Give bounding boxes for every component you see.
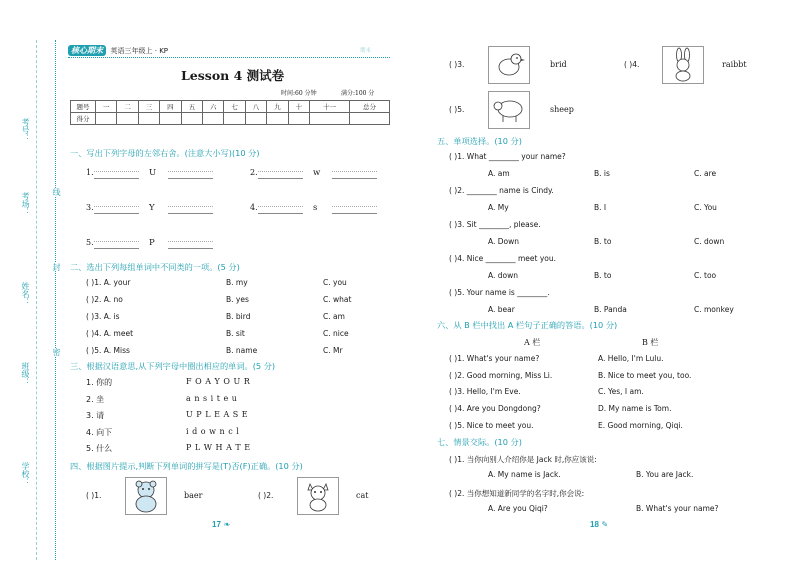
s5-option-a[interactable]: A. am [488,169,510,178]
score-cell[interactable] [117,113,138,125]
s3-chinese-word: 3. 请 [86,411,105,420]
bird-image [488,46,530,84]
logo-text: 核心期末 [68,45,106,56]
s6-column-b-item: B. Nice to meet you, too. [598,370,692,380]
guide-line [94,171,139,172]
score-cell[interactable] [288,113,309,125]
s5-option-a[interactable]: A. down [488,271,519,280]
leaf-icon: ❧ [223,520,231,529]
s5-option-b[interactable]: B. Panda [594,305,627,314]
header-rule [68,57,390,58]
guide-line [168,241,213,242]
score-col: 七 [224,101,245,113]
s2-option-b[interactable]: B. bird [226,312,251,321]
score-col: 总分 [350,101,390,113]
s5-option-c[interactable]: C. are [694,169,717,178]
s5-question[interactable]: ( )4. Nice ________ meet you. [449,254,556,263]
score-col: 六 [203,101,224,113]
s5-option-b[interactable]: B. is [594,169,610,178]
score-col: 四 [160,101,181,113]
s4-item-1-number[interactable]: ( )1. [86,491,102,500]
s1-given-letter: s [313,203,318,213]
s5-option-c[interactable]: C. monkey [694,305,734,314]
score-cell[interactable] [267,113,288,125]
s6-column-b-item: E. Good morning, Qiqi. [598,420,683,430]
guide-line [258,171,303,172]
page-number-right [590,520,608,529]
s3-chinese-word: 4. 向下 [86,427,113,437]
logo-subtitle: 英语三年级上 · KP [110,47,169,55]
s5-option-b[interactable]: B. to [594,271,612,280]
s1-given-letter: P [149,238,155,248]
sheep-icon [489,92,529,128]
section-2-title: 二、选出下列每组单词中不同类的一项。(5 分) [70,262,240,272]
score-cell[interactable] [96,113,117,125]
s6-column-b-item: C. Yes, I am. [598,387,644,397]
guide-line [168,206,213,207]
rabbit-image [662,46,704,84]
score-cell[interactable] [350,113,390,125]
score-col: 二 [117,101,138,113]
s4-item-5-number[interactable]: ( )5. [449,105,465,114]
score-col: 十 [288,101,309,113]
s2-option-b[interactable]: B. my [226,278,248,287]
page-number-17: 17 [212,520,221,529]
s2-option-b[interactable]: B. name [226,346,258,355]
header-badge: 期末 [360,48,372,54]
score-head-tihao: 题号 [71,101,96,113]
s5-option-c[interactable]: C. You [694,203,717,212]
score-col: 十一 [310,101,350,113]
sidebar-kaohao: 考号： [21,118,30,142]
sidebar-xingming: 姓名： [21,282,30,306]
page-number-left [212,520,230,529]
score-cell[interactable] [138,113,159,125]
answer-line-right[interactable] [168,178,213,179]
section-7-title: 七、情景交际。(10 分) [437,437,522,447]
sidebar-xuexiao: 学校： [21,462,30,486]
answer-line-right[interactable] [168,213,213,214]
sidebar-blank-line [36,40,37,560]
answer-line-left[interactable] [94,178,139,179]
answer-line-left[interactable] [258,213,303,214]
sidebar-kaochang: 考场： [21,192,30,216]
answer-line-right[interactable] [332,213,377,214]
score-cell[interactable] [160,113,181,125]
column-b-header: B 栏 [642,338,659,347]
s1-given-letter: Y [149,203,155,213]
s1-item-number: 1. [86,168,94,177]
score-cell[interactable] [181,113,202,125]
answer-line-left[interactable] [94,248,139,249]
s4-item-2-word: cat [356,491,369,500]
guide-line [258,206,303,207]
score-col: 九 [267,101,288,113]
cat-image [297,477,339,515]
s2-option-b[interactable]: B. sit [226,329,245,338]
sidebar-mi: 密 [52,348,61,356]
time-info: 时间:60 分钟 [281,90,317,97]
sidebar-feng: 封 [52,263,61,271]
s7-option-a[interactable]: A. My name is Jack. [488,470,561,479]
answer-line-right[interactable] [332,178,377,179]
s5-option-c[interactable]: C. too [694,271,717,280]
answer-line-left[interactable] [94,213,139,214]
s3-letter-grid[interactable]: U P L E A S E [186,410,249,419]
score-cell[interactable] [245,113,266,125]
s5-question[interactable]: ( )5. Your name is ________. [449,288,550,297]
s3-chinese-word: 2. 坐 [86,394,105,404]
s1-item-number: 2. [250,168,258,177]
s4-item-3-word: brid [550,60,567,69]
guide-line [332,206,377,207]
s6-column-a-item[interactable]: ( )2. Good morning, Miss Li. [449,370,553,380]
score-col: 五 [181,101,202,113]
s5-option-b[interactable]: B. to [594,237,612,246]
score-info: 满分:100 分 [341,90,375,97]
s2-option-a[interactable]: ( )1. A. your [86,278,131,287]
s4-item-4-word: raibbt [722,60,747,69]
s5-option-b[interactable]: B. I [594,203,607,212]
s3-chinese-word: 5. 什么 [86,444,113,453]
score-col: 三 [138,101,159,113]
s3-letter-grid[interactable]: F O A Y O U R [186,377,251,386]
s2-option-a[interactable]: ( )2. A. no [86,295,123,304]
column-a-header: A 栏 [524,338,541,347]
brand-logo [68,45,168,56]
rabbit-icon [663,47,703,83]
section-4-title: 四、根据图片提示,判断下列单词的拼写是(T)否(F)正确。(10 分) [70,461,303,471]
s5-option-a[interactable]: A. bear [488,305,515,314]
s7-option-b[interactable]: B. What's your name? [636,504,719,513]
s4-item-2-number[interactable]: ( )2. [258,491,274,500]
s1-item-number: 4. [250,203,258,212]
s5-option-c[interactable]: C. down [694,237,725,246]
s1-item-number: 5. [86,238,94,247]
page-number-18: 18 [590,520,599,529]
s3-letter-grid[interactable]: P L W H A T E [186,443,251,452]
score-cell[interactable] [224,113,245,125]
section-3-title: 三、根据汉语意思,从下列字母中圈出相应的单词。(5 分) [70,361,276,371]
s6-column-a-item[interactable]: ( )5. Nice to meet you. [449,420,534,430]
section-5-title: 五、单项选择。(10 分) [437,136,522,146]
s6-column-b-item: D. My name is Tom. [598,404,672,414]
s6-column-a-item[interactable]: ( )3. Hello, I'm Eve. [449,387,521,397]
s2-option-b[interactable]: B. yes [226,295,249,304]
bear-image [125,477,167,515]
s2-option-c[interactable]: C. am [323,312,345,321]
section-1-title: 一、写出下列字母的左邻右舍。(注意大小写)(10 分) [70,148,260,158]
s4-item-1-word: baer [184,491,203,500]
s2-option-a[interactable]: ( )5. A. Miss [86,346,130,355]
s7-option-a[interactable]: A. Are you Qiqi? [488,504,548,513]
s6-column-a-item[interactable]: ( )1. What's your name? [449,354,540,363]
sidebar-xian: 线 [52,188,61,196]
sheep-image [488,91,530,129]
section-6-title: 六、从 B 栏中找出 A 栏句子正确的答语。(10 分) [437,320,618,330]
s5-question[interactable]: ( )3. Sit ________, please. [449,220,541,229]
s2-option-a[interactable]: ( )4. A. meet [86,329,134,338]
score-table [70,100,390,125]
cat-icon [298,478,338,514]
guide-line [168,171,213,172]
guide-line [94,206,139,207]
s7-option-b[interactable]: B. You are Jack. [636,470,694,479]
s1-given-letter: w [313,168,321,178]
s6-column-a-item[interactable]: ( )4. Are you Dongdong? [449,404,541,414]
s7-question[interactable]: ( )1. 当你向别人介绍你是 Jack 时,你应该说: [449,455,597,464]
sidebar-banji: 班级： [21,362,30,386]
s7-question[interactable]: ( )2. 当你想知道新同学的名字时,你会说: [449,489,585,498]
score-head-defen: 得分 [71,113,96,125]
binding-dotted-line [55,40,56,560]
score-cell[interactable] [203,113,224,125]
s1-given-letter: U [149,168,157,178]
s2-option-a[interactable]: ( )3. A. is [86,312,120,321]
s3-chinese-word: 1. 你的 [86,378,113,387]
s2-option-c[interactable]: C. you [323,278,347,287]
s5-question[interactable]: ( )1. What ________ your name? [449,152,566,161]
s3-letter-grid[interactable]: a n s i t e u [186,393,238,403]
s1-item-number: 3. [86,203,94,212]
page-title: Lesson 4 测试卷 [181,68,285,83]
s5-question[interactable]: ( )2. ________ name is Cindy. [449,186,554,195]
score-cell[interactable] [310,113,350,125]
s6-column-b-item: A. Hello, I'm Lulu. [598,354,664,363]
s2-option-c[interactable]: C. what [323,295,352,304]
s5-option-a[interactable]: A. My [488,203,509,212]
s4-item-3-number[interactable]: ( )3. [449,60,465,69]
answer-line-right[interactable] [168,248,213,249]
guide-line [332,171,377,172]
s5-option-a[interactable]: A. Down [488,237,520,246]
score-col: 八 [245,101,266,113]
s4-item-5-word: sheep [550,105,574,114]
bird-icon [489,47,529,83]
s4-item-4-number[interactable]: ( )4. [624,60,640,69]
pencil-icon: ✎ [601,520,609,529]
s3-letter-grid[interactable]: i d o w n c l [186,426,240,436]
answer-line-left[interactable] [258,178,303,179]
score-col: 一 [96,101,117,113]
s2-option-c[interactable]: C. Mr [323,346,343,355]
s2-option-c[interactable]: C. nice [323,329,349,338]
bear-icon [126,478,166,514]
guide-line [94,241,139,242]
